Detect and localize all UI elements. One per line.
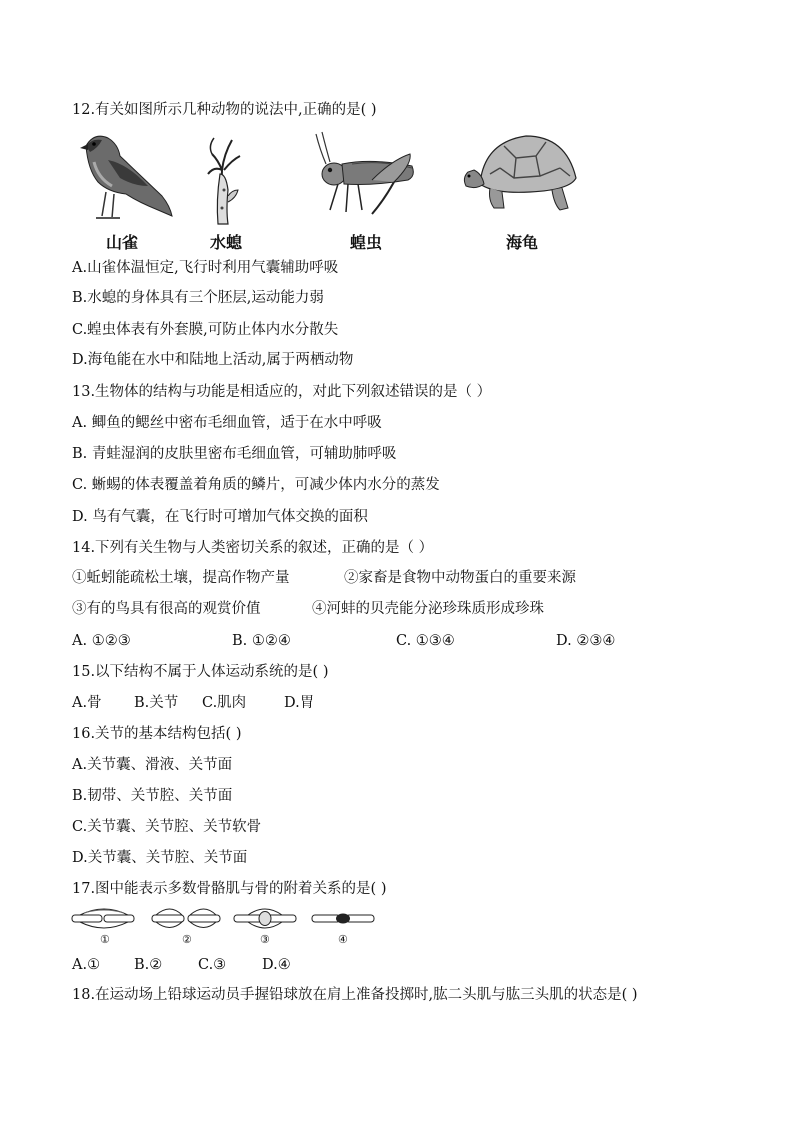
q13-option-a[interactable]: A. 鲫鱼的鳃丝中密布毛细血管，适于在水中呼吸 xyxy=(72,415,382,431)
q14-option-a[interactable]: A. ①②③ xyxy=(72,633,131,649)
q14-stem: 14.下列有关生物与人类密切关系的叙述，正确的是（ ） xyxy=(72,540,434,556)
q13-option-c[interactable]: C. 蜥蜴的体表覆盖着角质的鳞片，可减少体内水分的蒸发 xyxy=(72,477,440,493)
q15-option-c[interactable]: C.肌肉 xyxy=(202,695,247,711)
figure-label-4: ④ xyxy=(338,933,348,946)
q15-option-d[interactable]: D.胃 xyxy=(284,695,315,711)
figure-label-1: ① xyxy=(100,933,110,946)
q16-option-a[interactable]: A.关节囊、滑液、关节面 xyxy=(72,757,233,773)
q17-option-d[interactable]: D.④ xyxy=(262,957,291,973)
q15-stem: 15.以下结构不属于人体运动系统的是( ) xyxy=(72,664,329,680)
animal-label-bird: 山雀 xyxy=(106,233,139,252)
q16-option-c[interactable]: C.关节囊、关节腔、关节软骨 xyxy=(72,819,262,835)
q16-stem: 16.关节的基本结构包括( ) xyxy=(72,726,242,742)
q12-stem: 12.有关如图所示几种动物的说法中,正确的是( ) xyxy=(72,102,377,118)
q14-option-b[interactable]: B. ①②④ xyxy=(232,633,291,649)
q14-statement-4: ④河蚌的贝壳能分泌珍珠质形成珍珠 xyxy=(312,601,544,617)
q16-option-d[interactable]: D.关节囊、关节腔、关节面 xyxy=(72,850,248,866)
q12-option-c[interactable]: C.蝗虫体表有外套膜,可防止体内水分散失 xyxy=(72,322,339,338)
q14-statement-1: ①蚯蚓能疏松土壤，提高作物产量 xyxy=(72,570,290,586)
animal-label-grasshopper: 蝗虫 xyxy=(350,233,383,252)
q15-option-a[interactable]: A.骨 xyxy=(72,695,102,711)
q17-stem: 17.图中能表示多数骨骼肌与骨的附着关系的是( ) xyxy=(72,881,387,897)
q14-statement-3: ③有的鸟具有很高的观赏价值 xyxy=(72,601,261,617)
q16-option-b[interactable]: B.韧带、关节腔、关节面 xyxy=(72,788,233,804)
q17-bone-muscle-figure xyxy=(70,905,390,949)
bird-illustration xyxy=(68,126,178,222)
animal-label-turtle: 海龟 xyxy=(506,233,539,252)
figure-label-3: ③ xyxy=(260,933,270,946)
q12-animal-figure xyxy=(60,126,600,254)
q15-option-b[interactable]: B.关节 xyxy=(134,695,179,711)
q13-option-b[interactable]: B. 青蛙湿润的皮肤里密布毛细血管，可辅助肺呼吸 xyxy=(72,446,397,462)
q14-option-d[interactable]: D. ②③④ xyxy=(556,633,616,649)
figure-label-2: ② xyxy=(182,933,192,946)
q13-stem: 13.生物体的结构与功能是相适应的，对此下列叙述错误的是（ ） xyxy=(72,384,492,400)
q14-statement-2: ②家畜是食物中动物蛋白的重要来源 xyxy=(344,570,576,586)
q12-option-d[interactable]: D.海龟能在水中和陆地上活动,属于两栖动物 xyxy=(72,352,354,368)
q12-option-b[interactable]: B.水螅的身体具有三个胚层,运动能力弱 xyxy=(72,290,324,306)
q17-option-a[interactable]: A.① xyxy=(72,957,101,973)
q17-option-b[interactable]: B.② xyxy=(134,957,163,973)
q17-option-c[interactable]: C.③ xyxy=(198,957,227,973)
hydra-illustration xyxy=(202,130,248,226)
q14-option-c[interactable]: C. ①③④ xyxy=(396,633,455,649)
q13-option-d[interactable]: D. 鸟有气囊，在飞行时可增加气体交换的面积 xyxy=(72,509,368,525)
q18-stem: 18.在运动场上铅球运动员手握铅球放在肩上准备投掷时,肱二头肌与肱三头肌的状态是( ) xyxy=(72,987,638,1003)
turtle-illustration xyxy=(460,128,582,218)
animal-label-hydra: 水螅 xyxy=(210,233,243,252)
grasshopper-illustration xyxy=(312,130,422,222)
q12-option-a[interactable]: A.山雀体温恒定,飞行时利用气囊辅助呼吸 xyxy=(72,260,339,276)
